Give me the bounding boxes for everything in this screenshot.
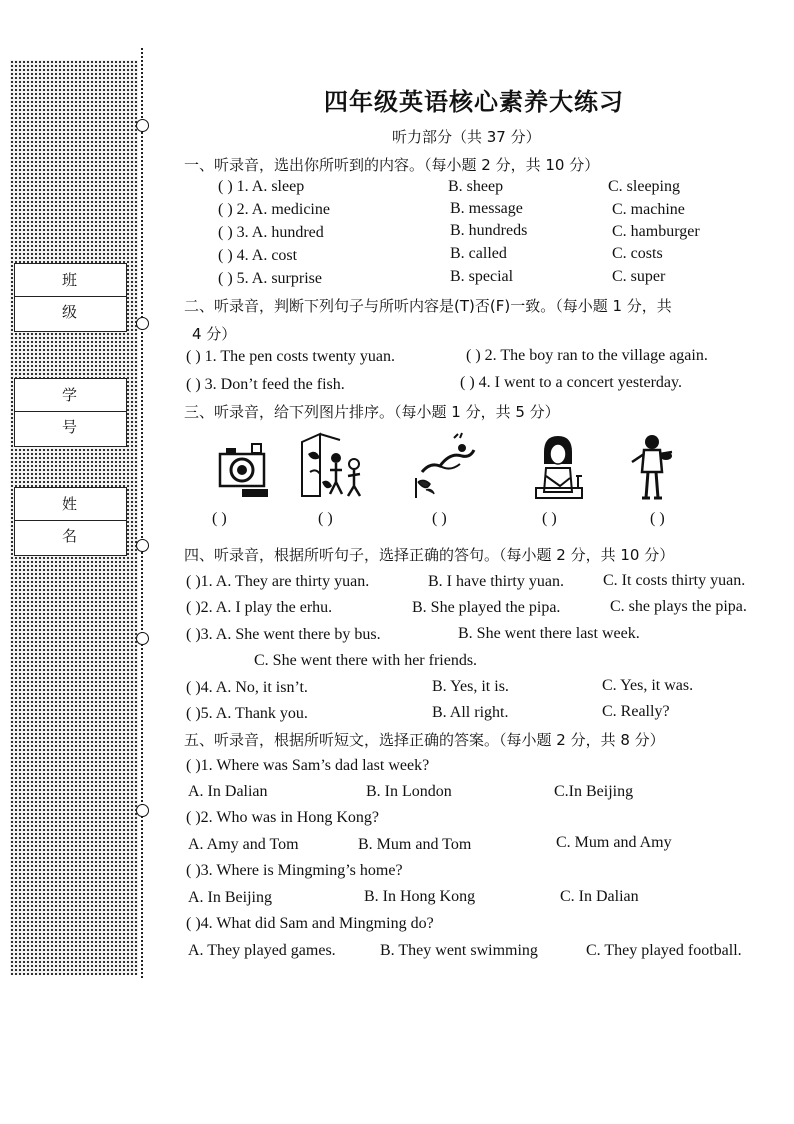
s1-q5-c: C. super bbox=[612, 268, 666, 285]
s4-q1-c: C. It costs thirty yuan. bbox=[603, 572, 746, 589]
section-2-heading-cont: 4 分） bbox=[192, 325, 237, 343]
class-label: 班 级 bbox=[15, 264, 126, 297]
village-scene-icon bbox=[300, 432, 364, 502]
s4-q4-a: ( )4. A. No, it isn’t. bbox=[186, 679, 308, 696]
picture-3-answer[interactable]: ( ) bbox=[432, 510, 447, 527]
s1-q5-a: ( ) 5. A. surprise bbox=[218, 270, 322, 287]
name-label: 姓 名 bbox=[15, 488, 126, 521]
s5-q2-b: B. Mum and Tom bbox=[358, 836, 472, 853]
picture-5-answer[interactable]: ( ) bbox=[650, 510, 665, 527]
s5-q4: ( )4. What did Sam and Mingming do? bbox=[186, 915, 434, 932]
s5-q3-b: B. In Hong Kong bbox=[364, 888, 476, 905]
section-4-heading: 四、听录音，根据所听句子，选择正确的答句。（每小题 2 分，共 10 分） bbox=[184, 546, 675, 564]
s2-q4: ( ) 4. I went to a concert yesterday. bbox=[460, 374, 682, 391]
s5-q4-a: A. They played games. bbox=[188, 942, 336, 959]
s4-q1-b: B. I have thirty yuan. bbox=[428, 573, 564, 590]
s4-q2-b: B. She played the pipa. bbox=[412, 599, 561, 616]
camera-icon bbox=[212, 432, 276, 502]
section-5-heading: 五、听录音，根据所听短文，选择正确的答案。（每小题 2 分，共 8 分） bbox=[184, 731, 665, 749]
boy-violin-icon bbox=[622, 432, 686, 502]
section-1-heading: 一、听录音，选出你所听到的内容。（每小题 2 分，共 10 分） bbox=[184, 156, 600, 174]
binding-hole bbox=[136, 119, 149, 132]
s4-q2-c: C. she plays the pipa. bbox=[610, 598, 747, 615]
s5-q1-c: C.In Beijing bbox=[554, 783, 634, 800]
s2-q3: ( ) 3. Don’t feed the fish. bbox=[186, 376, 345, 393]
binding-hole bbox=[136, 539, 149, 552]
s4-q1-a: ( )1. A. They are thirty yuan. bbox=[186, 573, 370, 590]
girl-washing-icon bbox=[526, 432, 590, 502]
binding-hole bbox=[136, 632, 149, 645]
name-field bbox=[14, 487, 127, 556]
s5-q2-a: A. Amy and Tom bbox=[188, 836, 299, 853]
binding-hole bbox=[136, 317, 149, 330]
s2-q1: ( ) 1. The pen costs twenty yuan. bbox=[186, 348, 395, 365]
s1-q3-b: B. hundreds bbox=[450, 222, 528, 239]
cut-line bbox=[141, 48, 143, 978]
s4-q4-b: B. Yes, it is. bbox=[432, 678, 509, 695]
s5-q1-a: A. In Dalian bbox=[188, 783, 268, 800]
page-subtitle: 听力部分（共 37 分） bbox=[392, 128, 541, 146]
s4-q5-c: C. Really? bbox=[602, 703, 670, 720]
s4-q3-b: B. She went there last week. bbox=[458, 625, 640, 642]
binding-hole bbox=[136, 804, 149, 817]
picture-1-answer[interactable]: ( ) bbox=[212, 510, 227, 527]
s5-q4-c: C. They played football. bbox=[586, 942, 742, 959]
s1-q2-a: ( ) 2. A. medicine bbox=[218, 201, 330, 218]
s5-q1-b: B. In London bbox=[366, 783, 452, 800]
student-id-label: 学 号 bbox=[15, 379, 126, 412]
s4-q3-c: C. She went there with her friends. bbox=[254, 652, 478, 669]
dragon-icon bbox=[412, 432, 476, 502]
page-title: 四年级英语核心素养大练习 bbox=[324, 88, 624, 116]
s2-q2: ( ) 2. The boy ran to the village again. bbox=[466, 347, 708, 364]
s5-q3-c: C. In Dalian bbox=[560, 888, 639, 905]
s5-q2: ( )2. Who was in Hong Kong? bbox=[186, 809, 380, 826]
s4-q5-a: ( )5. A. Thank you. bbox=[186, 705, 308, 722]
s4-q4-c: C. Yes, it was. bbox=[602, 677, 694, 694]
picture-4-answer[interactable]: ( ) bbox=[542, 510, 557, 527]
student-id-field bbox=[14, 378, 127, 447]
s4-q3-a: ( )3. A. She went there by bus. bbox=[186, 626, 381, 643]
s1-q3-a: ( ) 3. A. hundred bbox=[218, 224, 324, 241]
s1-q5-b: B. special bbox=[450, 268, 514, 285]
s4-q2-a: ( )2. A. I play the erhu. bbox=[186, 599, 333, 616]
s1-q1-c: C. sleeping bbox=[608, 178, 680, 195]
section-2-heading: 二、听录音，判断下列句子与所听内容是(T)否(F)一致。（每小题 1 分，共 bbox=[184, 297, 672, 315]
s5-q3-a: A. In Beijing bbox=[188, 889, 272, 906]
s5-q4-b: B. They went swimming bbox=[380, 942, 538, 959]
s1-q4-c: C. costs bbox=[612, 245, 663, 262]
s4-q5-b: B. All right. bbox=[432, 704, 509, 721]
s5-q3: ( )3. Where is Mingming’s home? bbox=[186, 862, 403, 879]
picture-2-answer[interactable]: ( ) bbox=[318, 510, 333, 527]
s1-q3-c: C. hamburger bbox=[612, 223, 700, 240]
s1-q4-b: B. called bbox=[450, 245, 507, 262]
section-3-heading: 三、听录音，给下列图片排序。（每小题 1 分，共 5 分） bbox=[184, 403, 560, 421]
class-field bbox=[14, 263, 127, 332]
s1-q1-b: B. sheep bbox=[448, 178, 504, 195]
s1-q2-b: B. message bbox=[450, 200, 523, 217]
s1-q2-c: C. machine bbox=[612, 201, 685, 218]
s1-q1-a: ( ) 1. A. sleep bbox=[218, 178, 305, 195]
s5-q1: ( )1. Where was Sam’s dad last week? bbox=[186, 757, 430, 774]
s1-q4-a: ( ) 4. A. cost bbox=[218, 247, 298, 264]
s5-q2-c: C. Mum and Amy bbox=[556, 834, 672, 851]
